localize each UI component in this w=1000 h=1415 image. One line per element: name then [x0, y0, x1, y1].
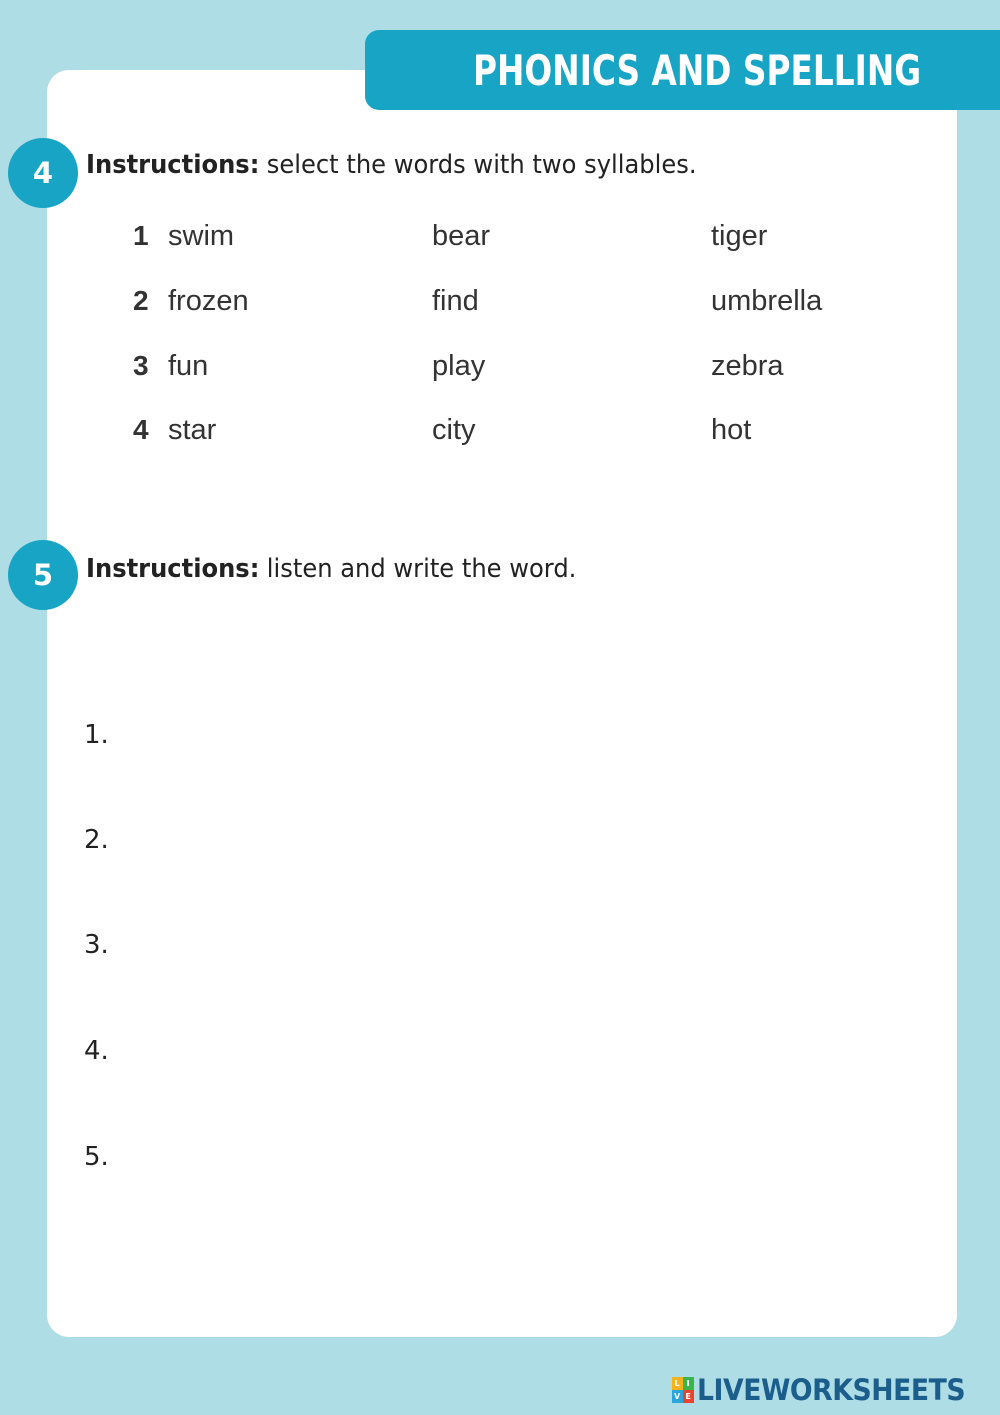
section-4-instruction-lead: Instructions:	[86, 150, 260, 180]
word-option[interactable]: find	[432, 285, 479, 317]
section-5-instruction	[86, 554, 576, 584]
section-4-number-badge: 4	[8, 138, 78, 208]
word-option[interactable]: hot	[711, 414, 752, 446]
word-row	[0, 285, 1000, 325]
answer-label: 2.	[84, 825, 109, 855]
answer-label: 5.	[84, 1142, 109, 1172]
answer-line	[84, 930, 904, 970]
word-row	[0, 220, 1000, 260]
row-number: 4	[133, 414, 149, 445]
page-title: PHONICS AND SPELLING	[473, 46, 922, 95]
answer-label: 4.	[84, 1036, 109, 1066]
logo-badge-letter: L	[672, 1377, 683, 1390]
section-4-instruction	[86, 150, 697, 180]
word-option[interactable]: tiger	[711, 220, 768, 252]
logo-badge-letter: E	[683, 1390, 694, 1403]
answer-input[interactable]	[124, 825, 548, 863]
logo-badge-icon	[672, 1377, 694, 1403]
logo-badge-letter: V	[672, 1390, 683, 1403]
word-option[interactable]: play	[432, 350, 486, 382]
word-row	[0, 414, 1000, 454]
word-option[interactable]: zebra	[711, 350, 784, 382]
word-option[interactable]: star	[168, 414, 217, 446]
answer-input[interactable]	[124, 1142, 548, 1180]
answer-line	[84, 1142, 904, 1182]
answer-label: 1.	[84, 720, 109, 750]
answer-input[interactable]	[124, 930, 548, 968]
word-row	[0, 350, 1000, 390]
row-number: 1	[133, 220, 149, 251]
answer-line	[84, 1036, 904, 1076]
answer-label: 3.	[84, 930, 109, 960]
logo-text: LIVEWORKSHEETS	[696, 1373, 965, 1407]
section-5-instruction-lead: Instructions:	[86, 554, 260, 584]
answer-input[interactable]	[124, 1036, 548, 1074]
row-number: 3	[133, 350, 149, 381]
word-option[interactable]: frozen	[168, 285, 249, 317]
title-banner	[365, 30, 1000, 110]
row-number: 2	[133, 285, 149, 316]
liveworksheets-logo	[672, 1372, 988, 1408]
section-5-instruction-text: listen and write the word.	[266, 554, 577, 584]
word-option[interactable]: swim	[168, 220, 235, 252]
answer-input[interactable]	[124, 720, 548, 758]
word-option[interactable]: bear	[432, 220, 491, 252]
logo-badge-letter: I	[683, 1377, 694, 1390]
word-option[interactable]: city	[432, 414, 476, 446]
section-4-instruction-text: select the words with two syllables.	[266, 150, 697, 180]
answer-line	[84, 720, 904, 760]
word-option[interactable]: fun	[168, 350, 209, 382]
word-option[interactable]: umbrella	[711, 285, 823, 317]
section-5-number-badge: 5	[8, 540, 78, 610]
answer-line	[84, 825, 904, 865]
